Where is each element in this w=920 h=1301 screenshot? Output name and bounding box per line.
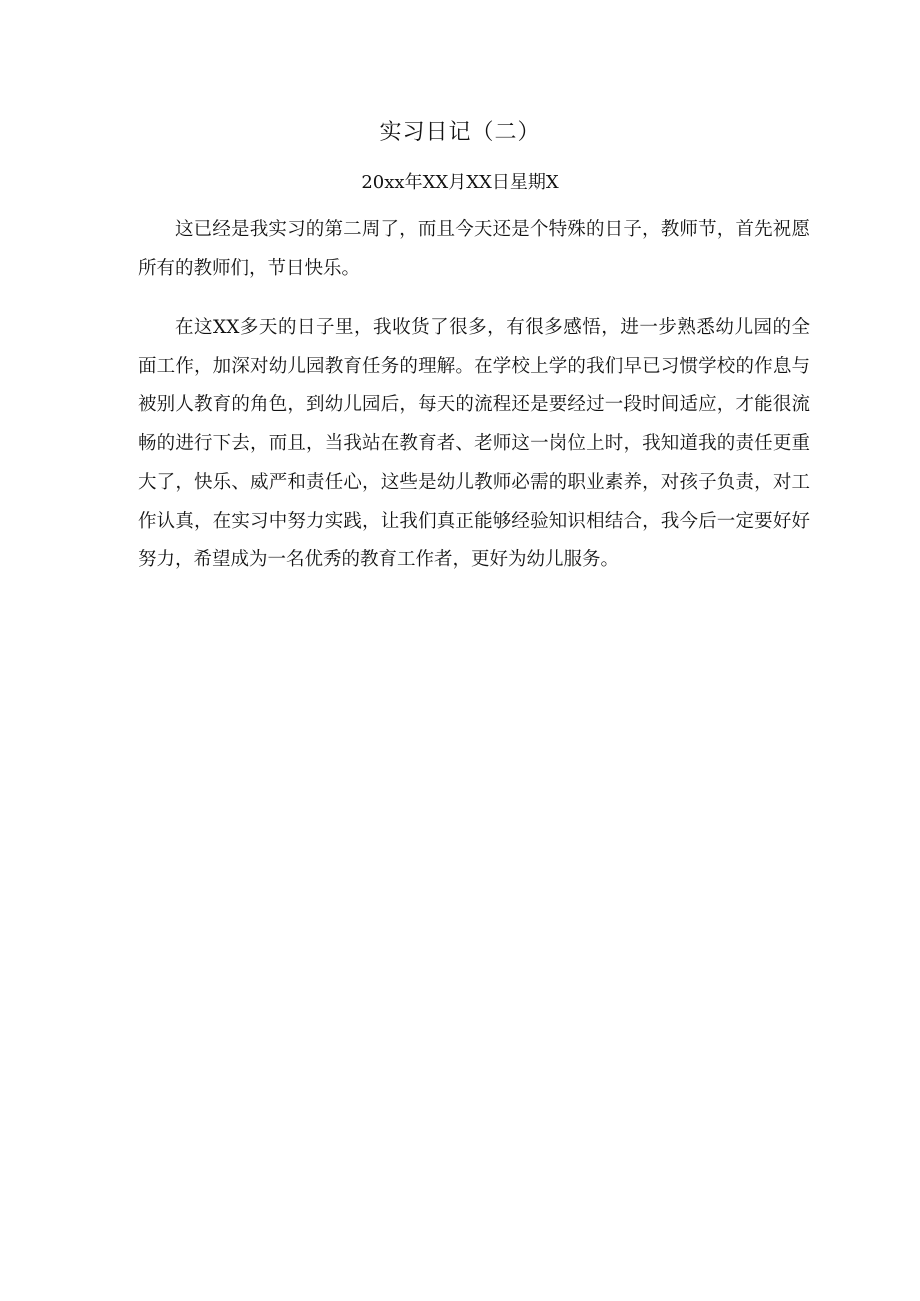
paragraph-2: 在这XX多天的日子里，我收货了很多，有很多感悟，进一步熟悉幼儿园的全面工作，加深对幼儿园教育任务的理解。在学校上学的我们早已习惯学校的作息与被别人教育的角色，到幼儿园后，每天的流程还是要经过一段时间适应，才能很流畅的进行下去，而且，当我站在教育者、老师这一岗位上时，我知道我的责任更重大了，快乐、威严和责任心，这些是幼儿教师必需的职业素养，对孩子负责，对工作认真，在实习中努力实践，让我们真正能够经验知识相结合，我今后一定要好好努力，希望成为一名优秀的教育工作者，更好为幼儿服务。 (138, 317, 810, 571)
date-line: 20xx年XX月XX日星期X (361, 172, 559, 193)
document-title: 实习日记（二） (379, 120, 541, 145)
paragraph-1: 这已经是我实习的第二周了，而且今天还是个特殊的日子，教师节，首先祝愿所有的教师们，节日快乐。 (138, 219, 810, 279)
